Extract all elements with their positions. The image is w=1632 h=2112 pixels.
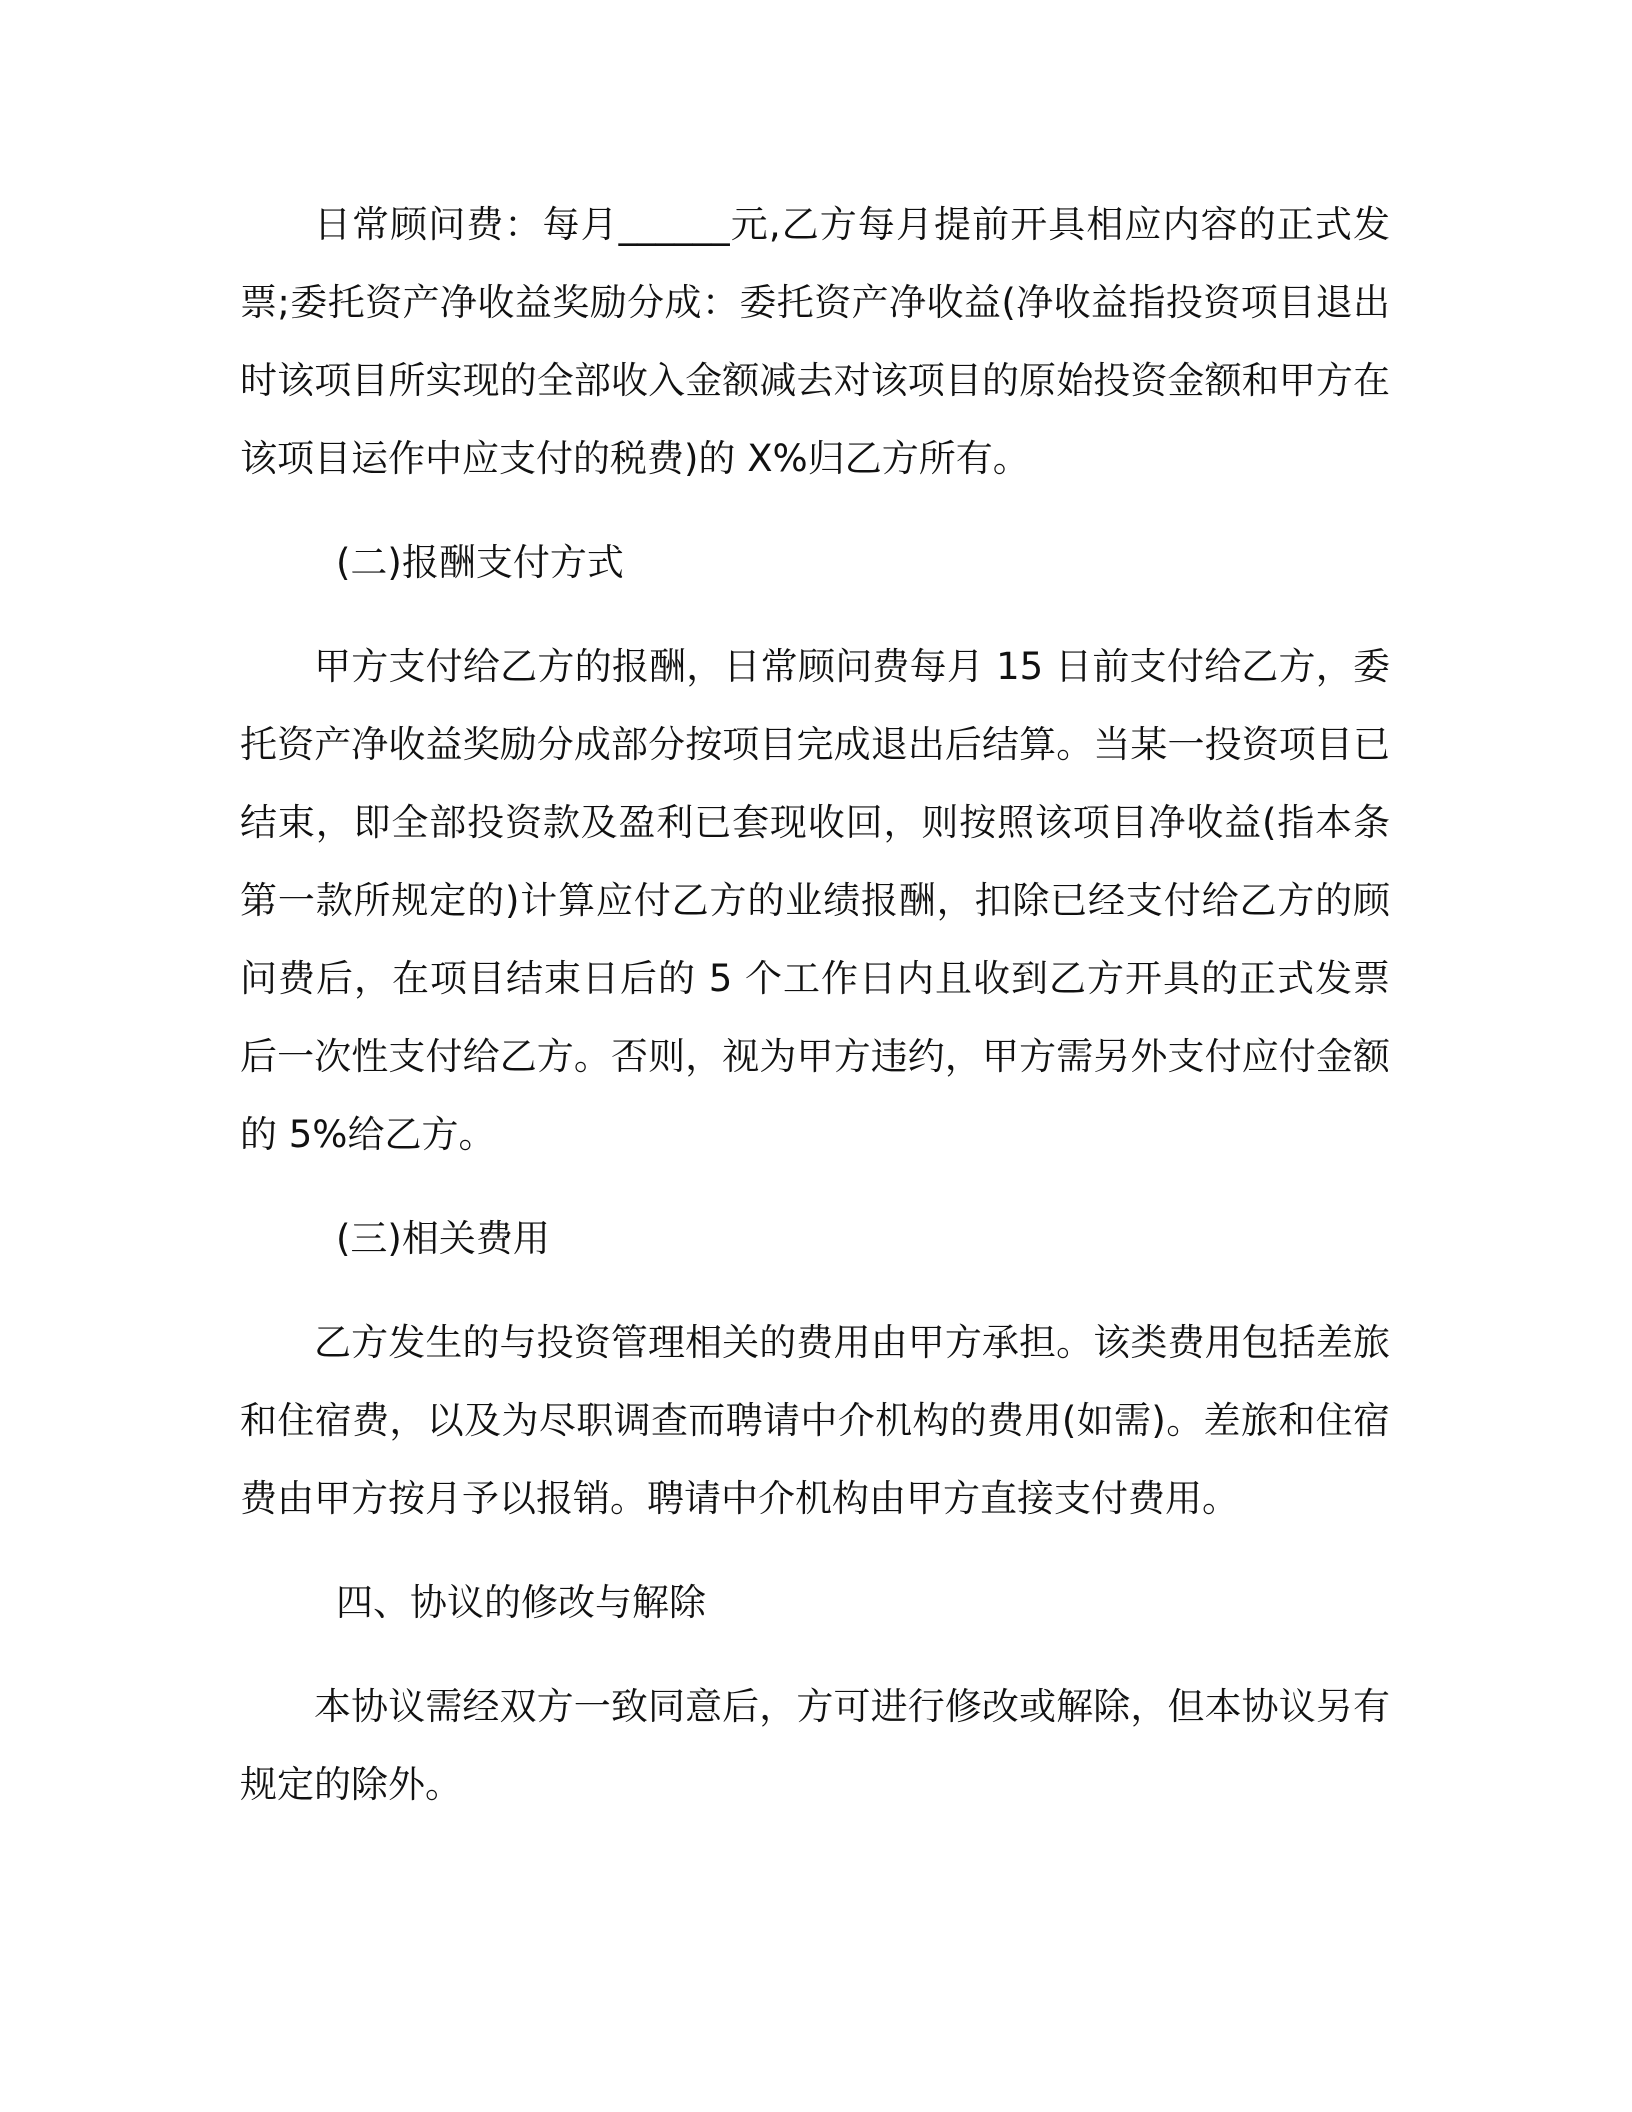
spacer xyxy=(240,602,1390,628)
spacer xyxy=(240,1174,1390,1200)
section-heading-related-costs: (三)相关费用 xyxy=(336,1217,550,1260)
costs-paragraph: 乙方发生的与投资管理相关的费用由甲方承担。该类费用包括差旅和住宿费，以及为尽职调查而聘请中介机构的费用(如需)。差旅和住宿费由甲方按月予以报销。聘请中介机构由甲方直接支付费用。 xyxy=(240,1321,1390,1520)
section-heading-payment-method: (二)报酬支付方式 xyxy=(336,541,624,584)
spacer xyxy=(240,1538,1390,1564)
section-heading-modification: 四、协议的修改与解除 xyxy=(336,1581,706,1624)
spacer xyxy=(240,1278,1390,1304)
document-page xyxy=(240,186,1390,1824)
modification-paragraph: 本协议需经双方一致同意后，方可进行修改或解除，但本协议另有规定的除外。 xyxy=(240,1685,1390,1806)
payment-paragraph: 甲方支付给乙方的报酬，日常顾问费每月 15 日前支付给乙方，委托资产净收益奖励分成部分按项目完成退出后结算。当某一投资项目已结束，即全部投资款及盈利已套现收回，则按照该项目净收益(指本条第一款所规定的)计算应付乙方的业绩报酬，扣除已经支付给乙方的顾问费后，在项目结束日后的 5 个工作日内且收到乙方开具的正式发票后一次性支付给乙方。否则，视为甲方违约，甲方需另外支付应付金额的 5%给乙方。 xyxy=(240,645,1390,1156)
fee-paragraph: 日常顾问费：每月______元,乙方每月提前开具相应内容的正式发票;委托资产净收益奖励分成：委托资产净收益(净收益指投资项目退出时该项目所实现的全部收入金额减去对该项目的原始投资金额和甲方在该项目运作中应支付的税费)的 X%归乙方所有。 xyxy=(240,203,1390,480)
spacer xyxy=(240,1642,1390,1668)
spacer xyxy=(240,498,1390,524)
